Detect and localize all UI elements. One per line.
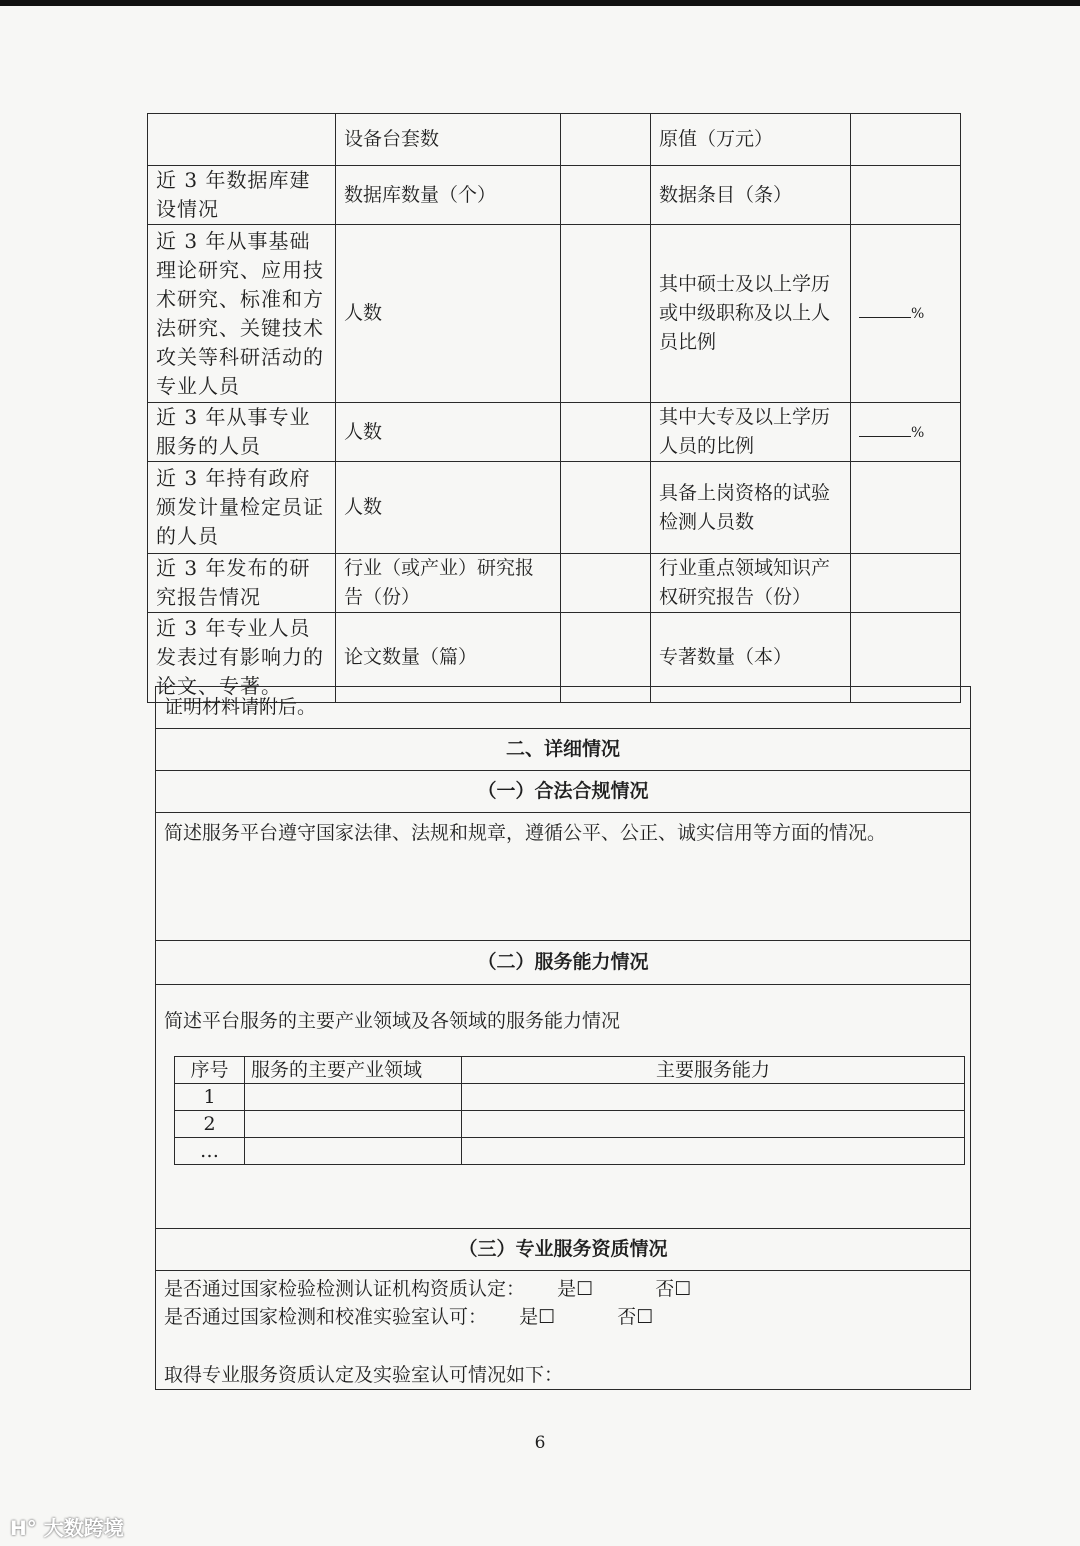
q1-no-checkbox[interactable]: 否☐ — [655, 1278, 692, 1300]
table-row-serial: … — [175, 1138, 245, 1165]
col-header-serial: 序号 — [175, 1057, 245, 1084]
qualification-question-1 — [164, 1275, 962, 1303]
page-number: 6 — [534, 1433, 546, 1453]
masters-ratio-label: 其中硕士及以上学历或中级职称及以上人员比例 — [651, 225, 851, 403]
service-staff-label: 近 3 年从事专业服务的人员 — [148, 403, 336, 462]
equipment-count-value[interactable] — [561, 114, 651, 166]
college-ratio-value[interactable]: % — [851, 403, 961, 462]
industry-reports-label: 行业（或产业）研究报告（份） — [336, 554, 561, 613]
metrology-staff-count-label: 人数 — [336, 462, 561, 554]
papers-count-label: 论文数量（篇） — [336, 613, 561, 703]
compliance-description[interactable] — [156, 813, 971, 941]
data-entries-label: 数据条目（条） — [651, 166, 851, 225]
equipment-count-label: 设备台套数 — [336, 114, 561, 166]
q2-yes-checkbox[interactable]: 是☐ — [519, 1306, 556, 1328]
qualified-testers-value[interactable] — [851, 462, 961, 554]
service-staff-count-value[interactable] — [561, 403, 651, 462]
qualifications-footer: 取得专业服务资质认定及实验室认可情况如下： — [164, 1364, 564, 1386]
monographs-count-label: 专著数量（本） — [651, 613, 851, 703]
research-staff-count-label: 人数 — [336, 225, 561, 403]
row-research-staff — [148, 225, 961, 403]
service-capability-section — [156, 985, 971, 1229]
details-table — [155, 686, 971, 1390]
col-header-industry-field: 服务的主要产业领域 — [245, 1057, 462, 1084]
ip-reports-label: 行业重点领域知识产权研究报告（份） — [651, 554, 851, 613]
metrology-staff-label: 近 3 年持有政府颁发计量检定员证的人员 — [148, 462, 336, 554]
database-row-label: 近 3 年数据库建设情况 — [148, 166, 336, 225]
service-staff-count-label: 人数 — [336, 403, 561, 462]
col-header-service-capability: 主要服务能力 — [462, 1057, 965, 1084]
service-capability-prompt: 简述平台服务的主要产业领域及各领域的服务能力情况 — [164, 1010, 621, 1032]
row-metrology-staff — [148, 462, 961, 554]
row-service-staff — [148, 403, 961, 462]
metrology-staff-count-value[interactable] — [561, 462, 651, 554]
research-staff-label: 近 3 年从事基础理论研究、应用技术研究、标准和方法研究、关键技术攻关等科研活动的专业人员 — [148, 225, 336, 403]
research-reports-label: 近 3 年发布的研究报告情况 — [148, 554, 336, 613]
database-count-value[interactable] — [561, 166, 651, 225]
table-cell-industry-field[interactable] — [245, 1111, 462, 1138]
q1-yes-checkbox[interactable]: 是☐ — [557, 1278, 594, 1300]
q2-no-checkbox[interactable]: 否☐ — [617, 1306, 654, 1328]
row-database — [148, 166, 961, 225]
service-fields-table — [174, 1056, 965, 1165]
qualifications-section — [156, 1271, 971, 1390]
ip-reports-value[interactable] — [851, 554, 961, 613]
row-equipment — [148, 114, 961, 166]
research-staff-count-value[interactable] — [561, 225, 651, 403]
original-value-label: 原值（万元） — [651, 114, 851, 166]
compliance-prompt: 简述服务平台遵守国家法律、法规和规章，遵循公平、公正、诚实信用等方面的情况。 — [164, 822, 887, 844]
industry-reports-value[interactable] — [561, 554, 651, 613]
original-value-value[interactable] — [851, 114, 961, 166]
table-row-serial: 1 — [175, 1084, 245, 1111]
table-cell-industry-field[interactable] — [245, 1084, 462, 1111]
watermark-logo-icon: ᕼ° — [10, 1516, 37, 1540]
publications-label: 近 3 年专业人员发表过有影响力的论文、专著。 — [148, 613, 336, 703]
table-cell-industry-field[interactable] — [245, 1138, 462, 1165]
cell-empty — [148, 114, 336, 166]
table-cell-service-capability[interactable] — [462, 1111, 965, 1138]
subsection-title-service-capability: （二）服务能力情况 — [156, 941, 971, 985]
statistics-table — [147, 113, 961, 703]
qualification-question-2 — [164, 1303, 962, 1331]
masters-ratio-value[interactable]: % — [851, 225, 961, 403]
proof-note: 证明材料请附后。 — [156, 687, 971, 729]
watermark — [10, 1512, 124, 1541]
college-ratio-label: 其中大专及以上学历人员的比例 — [651, 403, 851, 462]
q1-text: 是否通过国家检验检测认证机构资质认定： — [164, 1278, 526, 1300]
subsection-title-qualifications: （三）专业服务资质情况 — [156, 1229, 971, 1271]
qualified-testers-label: 具备上岗资格的试验检测人员数 — [651, 462, 851, 554]
table-cell-service-capability[interactable] — [462, 1138, 965, 1165]
section-title-details: 二、详细情况 — [156, 729, 971, 771]
watermark-text: 大数跨境 — [43, 1516, 124, 1540]
table-cell-service-capability[interactable] — [462, 1084, 965, 1111]
q2-text: 是否通过国家检测和校准实验室认可： — [164, 1306, 488, 1328]
data-entries-value[interactable] — [851, 166, 961, 225]
row-research-reports — [148, 554, 961, 613]
subsection-title-compliance: （一）合法合规情况 — [156, 771, 971, 813]
table-row-serial: 2 — [175, 1111, 245, 1138]
database-count-label: 数据库数量（个） — [336, 166, 561, 225]
